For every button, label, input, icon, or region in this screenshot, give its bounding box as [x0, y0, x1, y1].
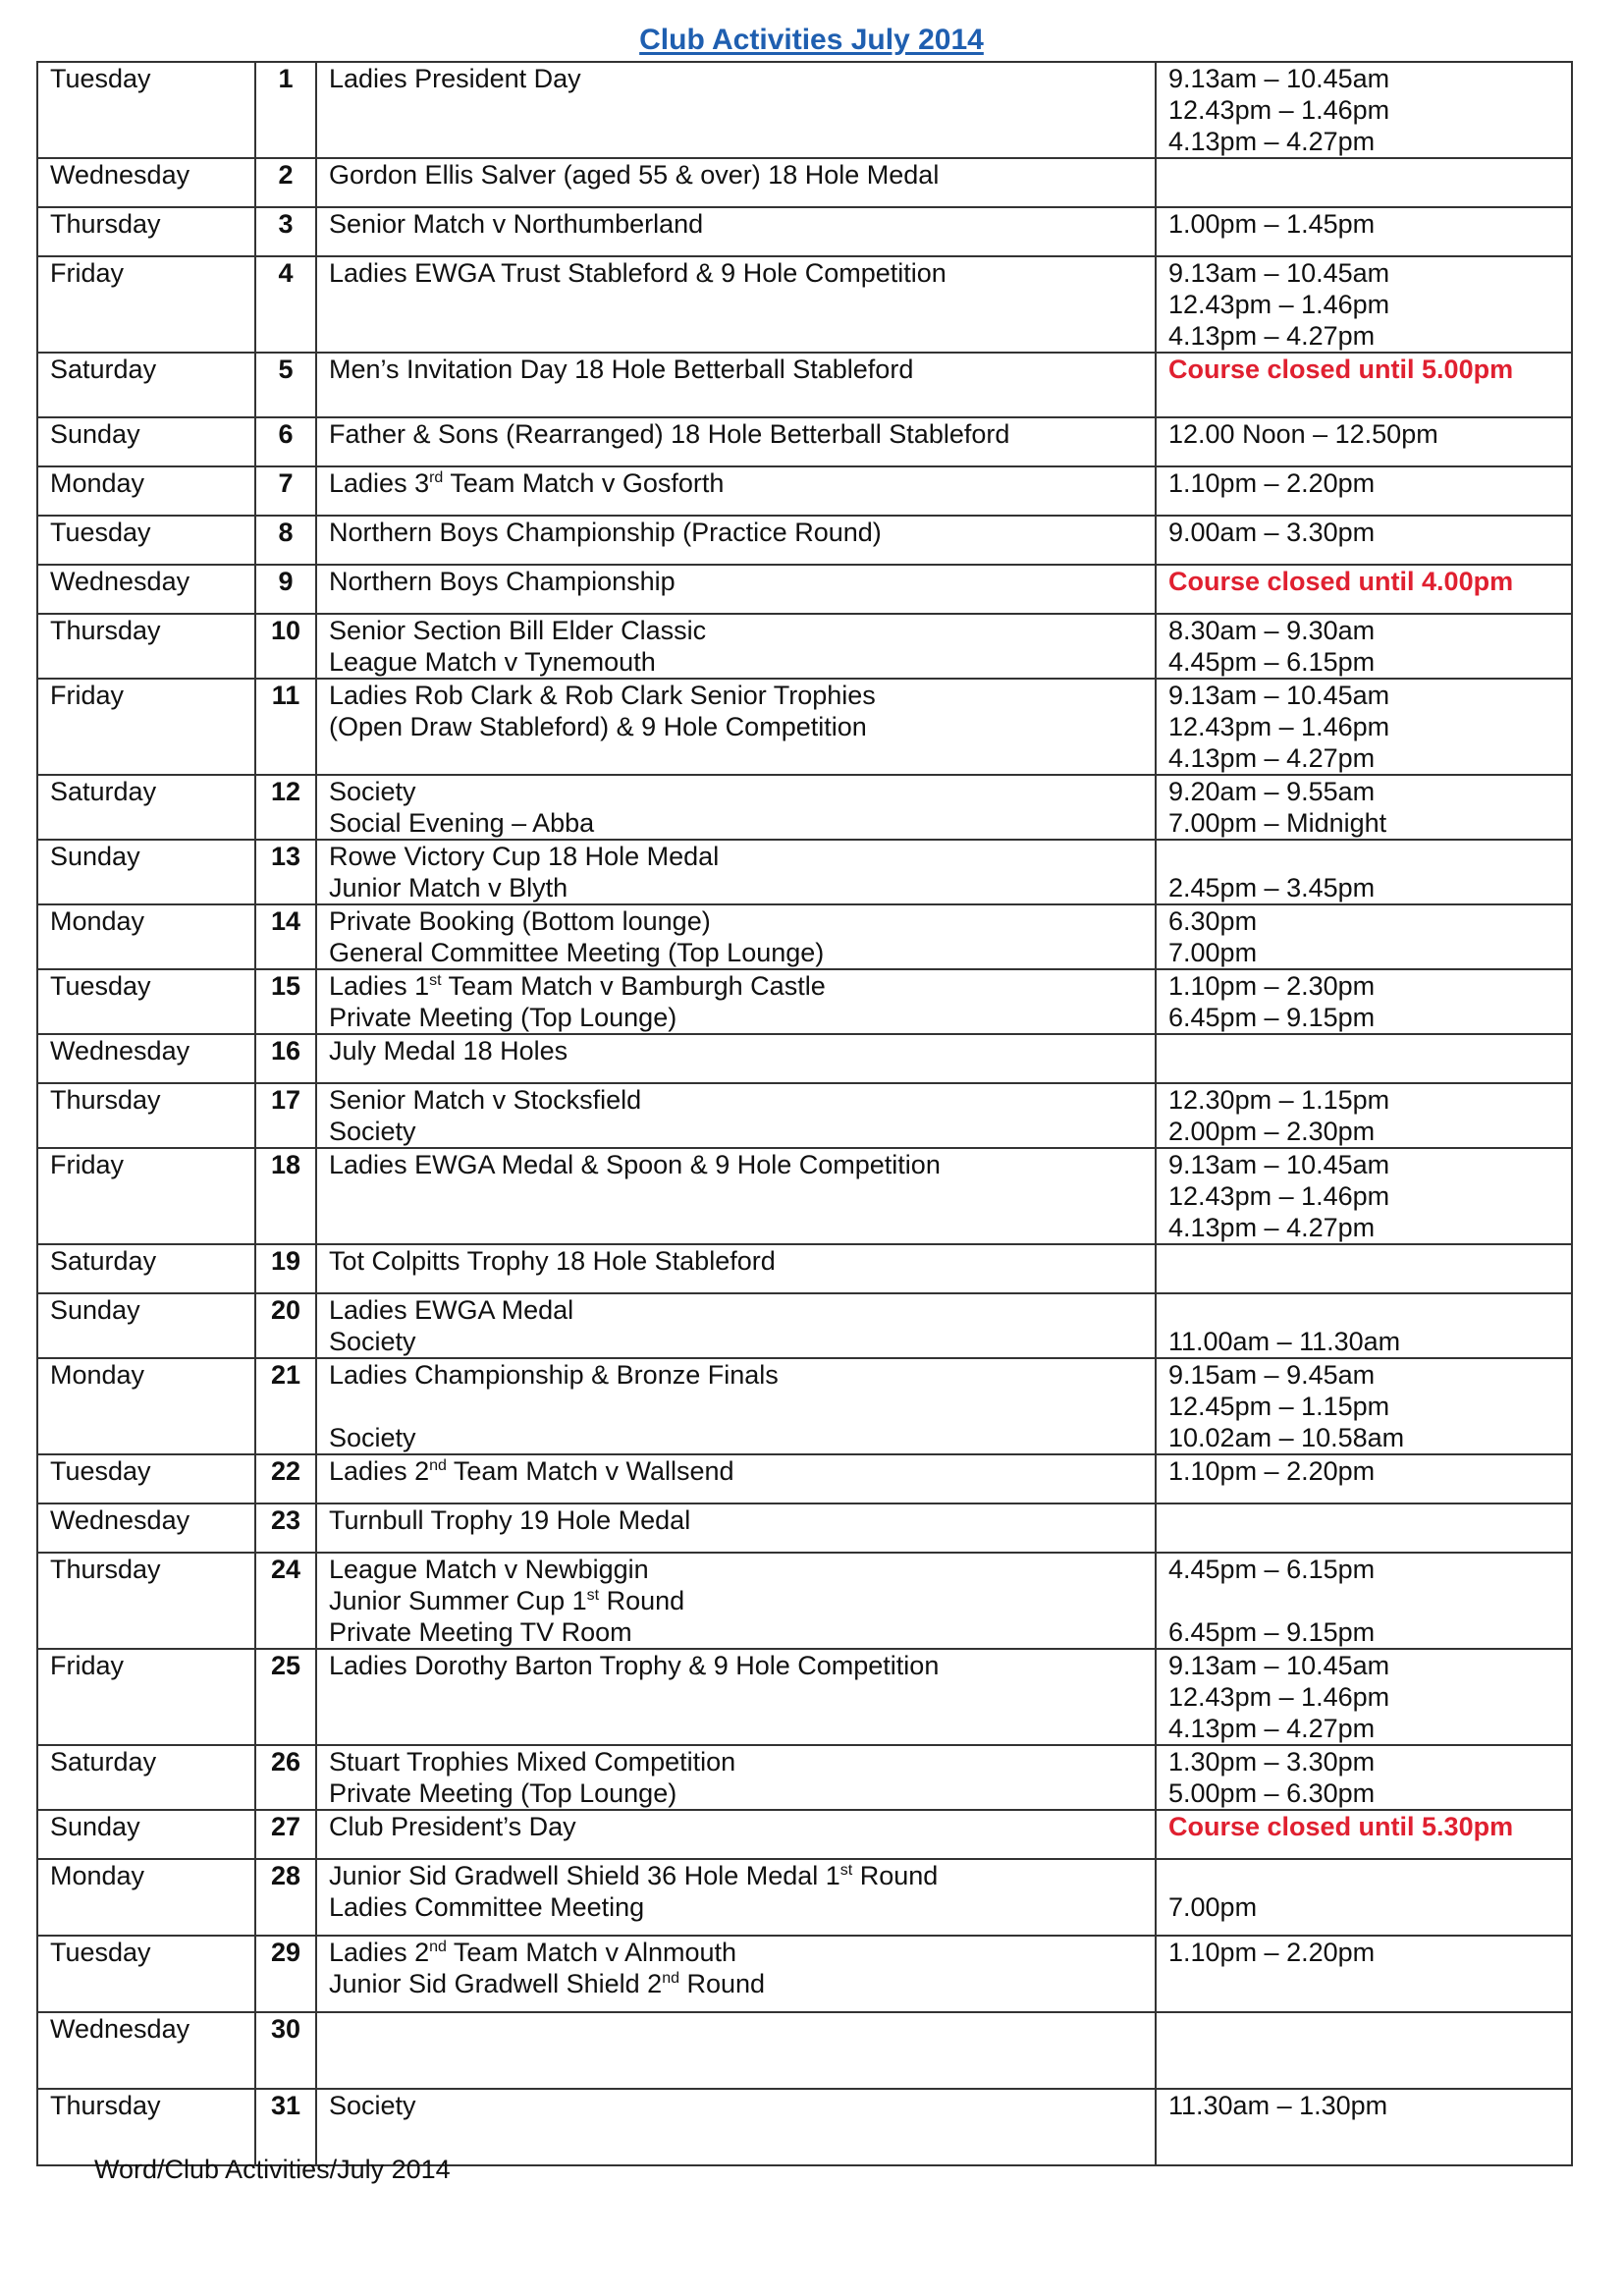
event-line: Ladies Rob Clark & Rob Clark Senior Trophies [329, 681, 876, 710]
event-line: Club President’s Day [329, 1812, 576, 1841]
day-cell: Tuesday [37, 969, 255, 1034]
time-cell [1156, 1859, 1572, 1936]
table-row [37, 62, 1572, 158]
event-cell [316, 353, 1156, 417]
date-cell: 8 [255, 516, 316, 565]
date-cell: 27 [255, 1810, 316, 1859]
event-cell [316, 1083, 1156, 1148]
event-line: League Match v Newbiggin [329, 1555, 649, 1584]
time-cell [1156, 1244, 1572, 1293]
event-cell [316, 2012, 1156, 2089]
time-line: 2.45pm – 3.45pm [1168, 873, 1376, 902]
date-cell: 11 [255, 679, 316, 775]
activities-table [36, 61, 1573, 2166]
event-cell [316, 1745, 1156, 1810]
date-cell: 5 [255, 353, 316, 417]
time-cell [1156, 158, 1572, 207]
footer-path: Word/Club Activities/July 2014 [94, 2155, 451, 2184]
date-cell: 3 [255, 207, 316, 256]
time-line: 12.43pm – 1.46pm [1168, 290, 1390, 319]
time-line: 9.13am – 10.45am [1168, 64, 1390, 93]
time-line: 4.13pm – 4.27pm [1168, 127, 1376, 156]
time-line [1168, 1294, 1559, 1326]
time-line: 1.10pm – 2.20pm [1168, 468, 1376, 498]
time-cell [1156, 1936, 1572, 2012]
time-cell [1156, 207, 1572, 256]
date-cell: 21 [255, 1358, 316, 1454]
date-cell: 17 [255, 1083, 316, 1148]
event-line: Junior Sid Gradwell Shield 36 Hole Medal 1st Round [329, 1861, 939, 1890]
event-cell [316, 207, 1156, 256]
event-cell [316, 1649, 1156, 1745]
event-cell [316, 904, 1156, 969]
day-cell: Saturday [37, 1244, 255, 1293]
event-line: Ladies Dorothy Barton Trophy & 9 Hole Competition [329, 1651, 940, 1680]
time-cell [1156, 679, 1572, 775]
table-row [37, 565, 1572, 614]
event-cell [316, 614, 1156, 679]
event-line: Ladies 3rd Team Match v Gosforth [329, 468, 725, 498]
event-cell [316, 1810, 1156, 1859]
table-row [37, 1745, 1572, 1810]
date-cell: 29 [255, 1936, 316, 2012]
time-cell [1156, 353, 1572, 417]
date-cell: 20 [255, 1293, 316, 1358]
time-line: 9.15am – 9.45am [1168, 1360, 1376, 1390]
event-line: Father & Sons (Rearranged) 18 Hole Betterball Stableford [329, 419, 1010, 449]
date-cell: 23 [255, 1503, 316, 1553]
event-line: July Medal 18 Holes [329, 1036, 568, 1066]
time-line: 6.45pm – 9.15pm [1168, 1003, 1376, 1032]
time-line: 8.30am – 9.30am [1168, 616, 1376, 645]
time-line: 4.45pm – 6.15pm [1168, 1555, 1376, 1584]
time-cell [1156, 904, 1572, 969]
date-cell: 14 [255, 904, 316, 969]
time-line: 4.13pm – 4.27pm [1168, 321, 1376, 351]
time-line: 11.00am – 11.30am [1168, 1327, 1401, 1356]
event-cell [316, 158, 1156, 207]
day-cell: Saturday [37, 775, 255, 840]
date-cell: 30 [255, 2012, 316, 2089]
time-line [1168, 841, 1559, 872]
table-row [37, 1553, 1572, 1649]
event-line: Ladies Committee Meeting [329, 1892, 645, 1922]
day-cell: Thursday [37, 207, 255, 256]
date-cell: 9 [255, 565, 316, 614]
date-cell: 22 [255, 1454, 316, 1503]
day-cell: Saturday [37, 353, 255, 417]
table-row [37, 207, 1572, 256]
table-row [37, 840, 1572, 904]
event-line: (Open Draw Stableford) & 9 Hole Competition [329, 712, 867, 741]
time-cell [1156, 1649, 1572, 1745]
event-line: Northern Boys Championship [329, 567, 676, 596]
event-line: Junior Match v Blyth [329, 873, 568, 902]
day-cell: Wednesday [37, 2012, 255, 2089]
table-row [37, 516, 1572, 565]
time-line: 7.00pm – Midnight [1168, 808, 1387, 838]
day-cell: Friday [37, 256, 255, 353]
event-line: Ladies Championship & Bronze Finals [329, 1360, 779, 1390]
table-row [37, 2012, 1572, 2089]
day-cell: Tuesday [37, 1936, 255, 2012]
table-row [37, 417, 1572, 466]
time-cell [1156, 1148, 1572, 1244]
event-cell [316, 1293, 1156, 1358]
event-line: Private Meeting (Top Lounge) [329, 1778, 677, 1808]
table-row [37, 679, 1572, 775]
course-closed-notice: Course closed until 4.00pm [1168, 567, 1514, 596]
day-cell: Sunday [37, 417, 255, 466]
time-cell [1156, 2012, 1572, 2089]
day-cell: Wednesday [37, 158, 255, 207]
table-row [37, 1148, 1572, 1244]
table-row [37, 1083, 1572, 1148]
event-cell [316, 840, 1156, 904]
time-cell [1156, 62, 1572, 158]
date-cell: 2 [255, 158, 316, 207]
time-line: 9.13am – 10.45am [1168, 681, 1390, 710]
event-line [329, 1391, 1143, 1422]
time-cell [1156, 1083, 1572, 1148]
event-line: Ladies 2nd Team Match v Wallsend [329, 1456, 734, 1486]
day-cell: Sunday [37, 1810, 255, 1859]
date-cell: 26 [255, 1745, 316, 1810]
time-line [1168, 1860, 1559, 1891]
event-line: Stuart Trophies Mixed Competition [329, 1747, 736, 1777]
event-line: General Committee Meeting (Top Lounge) [329, 938, 825, 967]
event-line: Ladies EWGA Trust Stableford & 9 Hole Competition [329, 258, 947, 288]
time-line: 12.43pm – 1.46pm [1168, 1181, 1390, 1211]
table-row [37, 1859, 1572, 1936]
time-line: 1.10pm – 2.20pm [1168, 1938, 1376, 1967]
time-line: 1.10pm – 2.30pm [1168, 971, 1376, 1001]
day-cell: Monday [37, 466, 255, 516]
event-cell [316, 466, 1156, 516]
table-row [37, 158, 1572, 207]
day-cell: Tuesday [37, 62, 255, 158]
event-line: Rowe Victory Cup 18 Hole Medal [329, 842, 720, 871]
event-line: Tot Colpitts Trophy 18 Hole Stableford [329, 1246, 776, 1276]
time-line: 12.00 Noon – 12.50pm [1168, 419, 1438, 449]
table-row [37, 775, 1572, 840]
time-cell [1156, 1810, 1572, 1859]
event-cell [316, 1358, 1156, 1454]
time-cell [1156, 1293, 1572, 1358]
event-cell [316, 565, 1156, 614]
event-line: Men’s Invitation Day 18 Hole Betterball Stableford [329, 355, 914, 384]
date-cell: 12 [255, 775, 316, 840]
time-line: 4.13pm – 4.27pm [1168, 1213, 1376, 1242]
date-cell: 15 [255, 969, 316, 1034]
table-row [37, 1454, 1572, 1503]
date-cell: 25 [255, 1649, 316, 1745]
time-line [1168, 1585, 1559, 1616]
event-cell [316, 1148, 1156, 1244]
time-line: 9.13am – 10.45am [1168, 1150, 1390, 1179]
day-cell: Thursday [37, 1083, 255, 1148]
event-line: Ladies EWGA Medal & Spoon & 9 Hole Competition [329, 1150, 941, 1179]
course-closed-notice: Course closed until 5.30pm [1168, 1812, 1514, 1841]
course-closed-notice: Course closed until 5.00pm [1168, 355, 1514, 384]
time-line: 6.45pm – 9.15pm [1168, 1617, 1376, 1647]
event-line: Society [329, 2091, 416, 2120]
time-line: 4.13pm – 4.27pm [1168, 743, 1376, 773]
date-cell: 6 [255, 417, 316, 466]
time-line: 10.02am – 10.58am [1168, 1423, 1405, 1452]
event-cell [316, 1553, 1156, 1649]
event-cell [316, 1244, 1156, 1293]
time-line: 5.00pm – 6.30pm [1168, 1778, 1376, 1808]
time-cell [1156, 969, 1572, 1034]
day-cell: Tuesday [37, 1454, 255, 1503]
date-cell: 24 [255, 1553, 316, 1649]
day-cell: Friday [37, 1148, 255, 1244]
event-line: Ladies President Day [329, 64, 581, 93]
event-line: Senior Match v Stocksfield [329, 1085, 642, 1115]
time-cell [1156, 516, 1572, 565]
table-row [37, 1244, 1572, 1293]
event-cell [316, 775, 1156, 840]
day-cell: Monday [37, 1859, 255, 1936]
date-cell: 19 [255, 1244, 316, 1293]
day-cell: Monday [37, 1358, 255, 1454]
time-cell [1156, 1503, 1572, 1553]
time-cell [1156, 417, 1572, 466]
event-line: Social Evening – Abba [329, 808, 595, 838]
event-cell [316, 679, 1156, 775]
date-cell: 13 [255, 840, 316, 904]
table-row [37, 353, 1572, 417]
time-line: 11.30am – 1.30pm [1168, 2091, 1388, 2120]
date-cell: 16 [255, 1034, 316, 1083]
event-line: Junior Summer Cup 1st Round [329, 1586, 685, 1615]
event-cell [316, 1936, 1156, 2012]
time-line: 4.13pm – 4.27pm [1168, 1714, 1376, 1743]
time-cell [1156, 1358, 1572, 1454]
time-line: 9.00am – 3.30pm [1168, 518, 1376, 547]
event-cell [316, 1034, 1156, 1083]
time-cell [1156, 1454, 1572, 1503]
time-cell [1156, 565, 1572, 614]
time-line: 1.00pm – 1.45pm [1168, 209, 1376, 239]
time-line: 4.45pm – 6.15pm [1168, 647, 1376, 677]
day-cell: Wednesday [37, 565, 255, 614]
day-cell: Sunday [37, 1293, 255, 1358]
event-line: Junior Sid Gradwell Shield 2nd Round [329, 1969, 766, 1998]
table-row [37, 1503, 1572, 1553]
event-cell [316, 62, 1156, 158]
event-line: Ladies EWGA Medal [329, 1295, 574, 1325]
day-cell: Friday [37, 1649, 255, 1745]
table-row [37, 1358, 1572, 1454]
day-cell: Saturday [37, 1745, 255, 1810]
day-cell: Tuesday [37, 516, 255, 565]
event-line: Gordon Ellis Salver (aged 55 & over) 18 Hole Medal [329, 160, 940, 190]
table-row [37, 256, 1572, 353]
event-line: League Match v Tynemouth [329, 647, 656, 677]
event-line: Senior Match v Northumberland [329, 209, 704, 239]
table-row [37, 969, 1572, 1034]
event-line: Society [329, 1423, 416, 1452]
time-line: 12.45pm – 1.15pm [1168, 1392, 1390, 1421]
event-cell [316, 969, 1156, 1034]
time-line: 2.00pm – 2.30pm [1168, 1117, 1376, 1146]
event-line: Private Booking (Bottom lounge) [329, 906, 711, 936]
time-line: 1.10pm – 2.20pm [1168, 1456, 1376, 1486]
event-line: Society [329, 1117, 416, 1146]
event-cell [316, 417, 1156, 466]
event-line: Society [329, 777, 416, 806]
time-line: 1.30pm – 3.30pm [1168, 1747, 1376, 1777]
event-line: Private Meeting (Top Lounge) [329, 1003, 677, 1032]
table-row [37, 466, 1572, 516]
table-row [37, 904, 1572, 969]
table-row [37, 1034, 1572, 1083]
event-cell [316, 1859, 1156, 1936]
time-cell [1156, 840, 1572, 904]
event-cell [316, 256, 1156, 353]
day-cell: Sunday [37, 840, 255, 904]
time-line: 12.43pm – 1.46pm [1168, 95, 1390, 125]
day-cell: Wednesday [37, 1034, 255, 1083]
time-cell [1156, 1745, 1572, 1810]
day-cell: Friday [37, 679, 255, 775]
time-line: 9.13am – 10.45am [1168, 1651, 1390, 1680]
day-cell: Wednesday [37, 1503, 255, 1553]
document-title: Club Activities July 2014 [639, 24, 984, 56]
time-line: 6.30pm [1168, 906, 1258, 936]
event-line: Ladies 1st Team Match v Bamburgh Castle [329, 971, 826, 1001]
time-cell [1156, 775, 1572, 840]
time-line: 12.43pm – 1.46pm [1168, 1682, 1390, 1712]
date-cell: 10 [255, 614, 316, 679]
time-line: 7.00pm [1168, 938, 1258, 967]
time-cell [1156, 466, 1572, 516]
time-line: 9.20am – 9.55am [1168, 777, 1376, 806]
date-cell: 7 [255, 466, 316, 516]
event-line: Northern Boys Championship (Practice Round) [329, 518, 882, 547]
date-cell: 28 [255, 1859, 316, 1936]
table-row [37, 1936, 1572, 2012]
table-row [37, 1649, 1572, 1745]
date-cell: 1 [255, 62, 316, 158]
event-line: Ladies 2nd Team Match v Alnmouth [329, 1938, 737, 1967]
date-cell: 18 [255, 1148, 316, 1244]
event-cell [316, 1454, 1156, 1503]
event-line: Turnbull Trophy 19 Hole Medal [329, 1505, 691, 1535]
day-cell: Monday [37, 904, 255, 969]
time-line: 7.00pm [1168, 1892, 1258, 1922]
day-cell: Thursday [37, 1553, 255, 1649]
table-row [37, 614, 1572, 679]
day-cell: Thursday [37, 614, 255, 679]
event-line: Society [329, 1327, 416, 1356]
date-cell: 4 [255, 256, 316, 353]
time-line: 9.13am – 10.45am [1168, 258, 1390, 288]
table-row [37, 1293, 1572, 1358]
time-cell [1156, 1034, 1572, 1083]
table-row [37, 1810, 1572, 1859]
event-cell [316, 516, 1156, 565]
time-line: 12.43pm – 1.46pm [1168, 712, 1390, 741]
event-line: Senior Section Bill Elder Classic [329, 616, 707, 645]
time-line: 12.30pm – 1.15pm [1168, 1085, 1390, 1115]
time-cell [1156, 256, 1572, 353]
date-cell: 31 [255, 2089, 316, 2165]
event-cell [316, 1503, 1156, 1553]
event-line: Private Meeting TV Room [329, 1617, 632, 1647]
time-cell [1156, 1553, 1572, 1649]
day-cell: Thursday [37, 2089, 255, 2165]
time-cell [1156, 614, 1572, 679]
time-cell [1156, 2089, 1572, 2165]
